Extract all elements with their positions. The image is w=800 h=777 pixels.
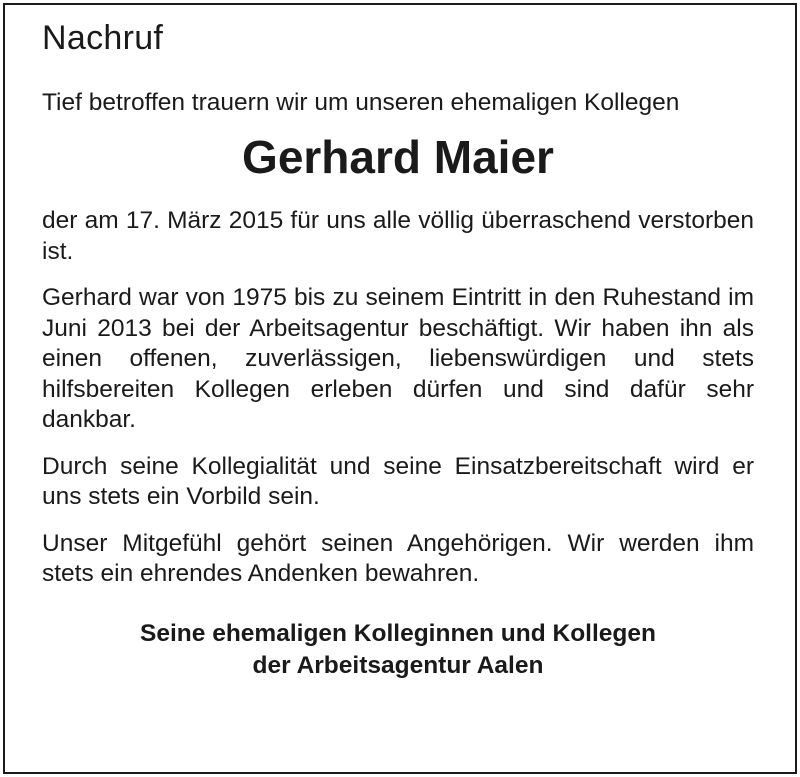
intro-text: Tief betroffen trauern wir um unseren ehemaligen Kollegen xyxy=(42,89,680,116)
notice-heading: Nachruf xyxy=(42,19,164,57)
signature-line-2: der Arbeitsagentur Aalen xyxy=(252,651,544,679)
signature-line-1: Seine ehemaligen Kolleginnen und Kollegen xyxy=(140,619,656,647)
paragraph-career: Gerhard war von 1975 bis zu seinem Eintritt in den Ruhestand im Juni 2013 bei der Arbeitsagentur beschäftigt. Wir haben ihn als einen offenen, zuverlässigen, liebenswürdigen und stets hilfsbereiten Kollegen erleben dürfen und sind dafür sehr dankbar. xyxy=(42,284,754,433)
paragraph-role-model: Durch seine Kollegialität und seine Einsatzbereitschaft wird er uns stets ein Vorbild sein. xyxy=(42,452,754,510)
obituary-notice xyxy=(42,18,754,682)
deceased-name: Gerhard Maier xyxy=(242,131,554,183)
paragraph-condolences: Unser Mitgefühl gehört seinen Angehörigen. Wir werden ihm stets ein ehrendes Andenken bewahren. xyxy=(42,529,754,587)
paragraph-death-date: der am 17. März 2015 für uns alle völlig überraschend verstorben ist. xyxy=(42,207,754,265)
signature xyxy=(42,618,754,682)
